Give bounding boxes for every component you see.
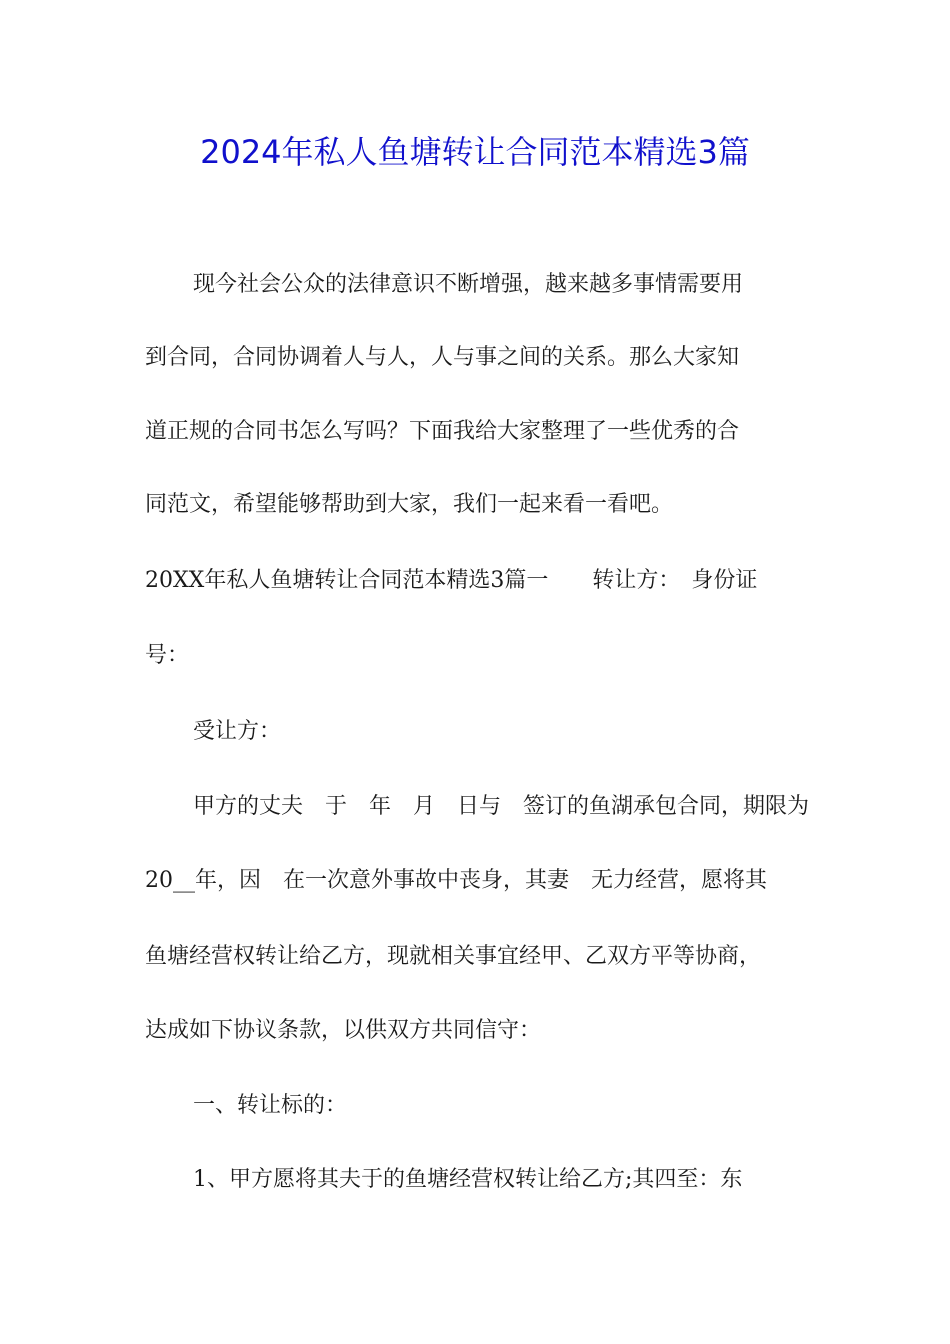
section-heading-line: 20XX年私人鱼塘转让合同范本精选3篇一 转让方： 身份证 — [145, 568, 758, 593]
paragraph-line: 20__年，因 在一次意外事故中丧身，其妻 无力经营，愿将其 — [145, 868, 767, 893]
paragraph-line: 达成如下协议条款，以供双方共同信守： — [145, 1018, 542, 1043]
paragraph-line: 现今社会公众的法律意识不断增强，越来越多事情需要用 — [193, 272, 744, 297]
clause-line: 1、甲方愿将其夫于的鱼塘经营权转让给乙方;其四至：东 — [193, 1167, 743, 1192]
paragraph-line: 道正规的合同书怎么写吗？下面我给大家整理了一些优秀的合 — [145, 419, 740, 444]
paragraph-line: 同范文，希望能够帮助到大家，我们一起来看一看吧。 — [145, 492, 674, 517]
paragraph-line: 甲方的丈夫 于 年 月 日与 签订的鱼湖承包合同，期限为 — [193, 794, 810, 819]
clause-heading-line: 一、转让标的： — [193, 1093, 348, 1118]
paragraph-line: 到合同，合同协调着人与人，人与事之间的关系。那么大家知 — [145, 345, 740, 370]
document-title: 2024年私人鱼塘转让合同范本精选3篇 — [200, 133, 750, 171]
paragraph-line: 号： — [145, 643, 190, 668]
paragraph-line: 受让方： — [193, 719, 282, 744]
paragraph-line: 鱼塘经营权转让给乙方，现就相关事宜经甲、乙双方平等协商， — [145, 944, 762, 969]
